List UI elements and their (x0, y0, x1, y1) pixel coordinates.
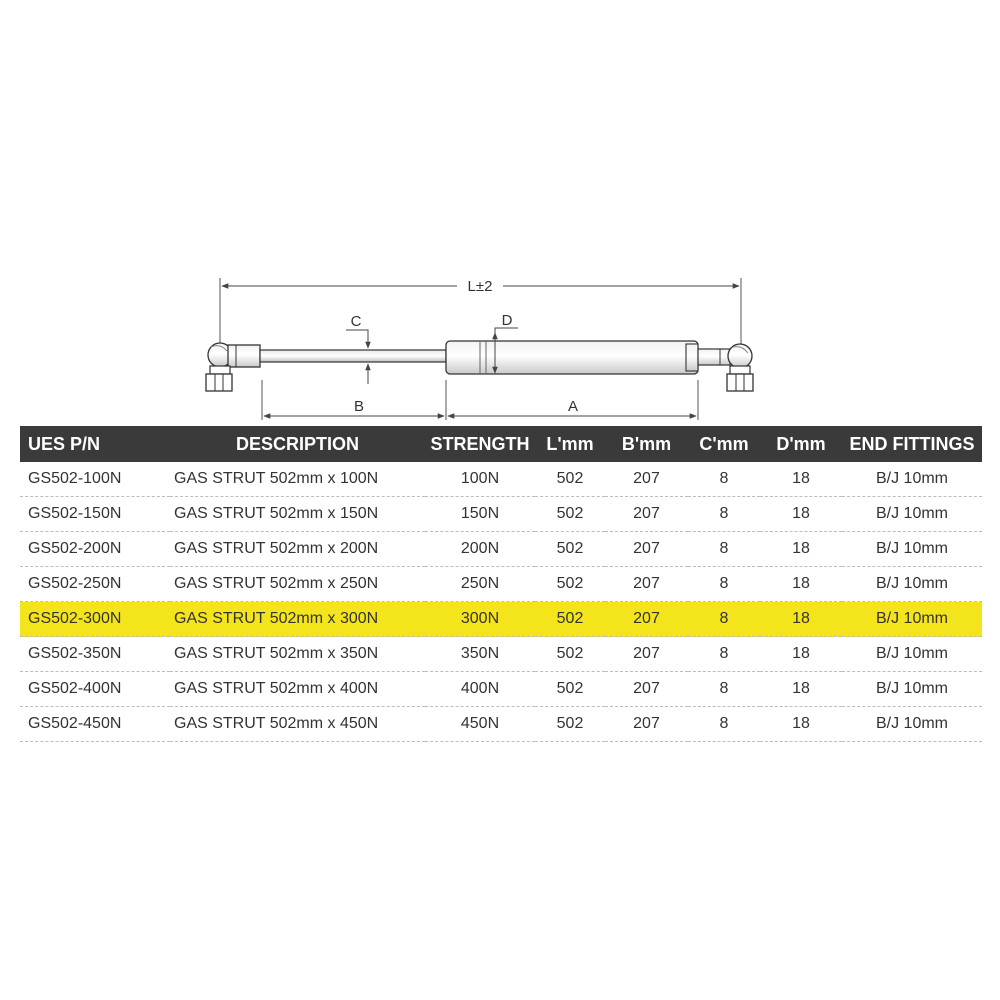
cell-description: GAS STRUT 502mm x 400N (170, 672, 425, 707)
cell-c-mm: 8 (688, 707, 760, 742)
cell-b-mm: 207 (605, 602, 688, 637)
cell-part-number: GS502-200N (20, 532, 170, 567)
cell-c-mm: 8 (688, 637, 760, 672)
cell-c-mm: 8 (688, 672, 760, 707)
header-strength: STRENGTH (430, 433, 530, 454)
header-description: DESCRIPTION (235, 433, 359, 454)
dimension-c (346, 313, 368, 384)
cell-strength: 300N (425, 602, 535, 637)
cell-end-fittings: B/J 10mm (842, 602, 982, 637)
cell-end-fittings: B/J 10mm (842, 462, 982, 497)
cell-strength: 100N (425, 462, 535, 497)
cell-part-number: GS502-300N (20, 602, 170, 637)
cell-d-mm: 18 (760, 567, 842, 602)
cell-c-mm: 8 (688, 497, 760, 532)
gas-strut-diagram (0, 0, 1000, 430)
dimension-b-label: B (353, 398, 365, 415)
cell-part-number: GS502-100N (20, 462, 170, 497)
cell-strength: 250N (425, 567, 535, 602)
table-row (20, 567, 982, 602)
dimension-l-label: L±2 (467, 278, 493, 295)
dimension-a-label: A (567, 398, 579, 415)
cell-description: GAS STRUT 502mm x 200N (170, 532, 425, 567)
cell-d-mm: 18 (760, 602, 842, 637)
cell-end-fittings: B/J 10mm (842, 672, 982, 707)
cell-end-fittings: B/J 10mm (842, 567, 982, 602)
cell-l-mm: 502 (535, 672, 605, 707)
cell-end-fittings: B/J 10mm (842, 497, 982, 532)
piston-rod (260, 350, 446, 362)
cell-l-mm: 502 (535, 637, 605, 672)
cell-l-mm: 502 (535, 532, 605, 567)
header-c-mm: C'mm (699, 433, 749, 454)
table-row (20, 497, 982, 532)
cell-b-mm: 207 (605, 462, 688, 497)
dimension-d-label: D (501, 312, 513, 329)
dimension-c-label: C (350, 313, 362, 330)
cell-b-mm: 207 (605, 497, 688, 532)
cell-end-fittings: B/J 10mm (842, 707, 982, 742)
header-b-mm: B'mm (621, 433, 672, 454)
cell-d-mm: 18 (760, 462, 842, 497)
cell-b-mm: 207 (605, 532, 688, 567)
dimension-b (262, 380, 446, 420)
cell-c-mm: 8 (688, 567, 760, 602)
cell-strength: 400N (425, 672, 535, 707)
cell-strength: 150N (425, 497, 535, 532)
cell-description: GAS STRUT 502mm x 150N (170, 497, 425, 532)
cell-c-mm: 8 (688, 602, 760, 637)
table-row (20, 602, 982, 637)
right-end-fitting (698, 344, 753, 391)
table-header-row (20, 426, 982, 462)
cell-c-mm: 8 (688, 532, 760, 567)
cell-l-mm: 502 (535, 462, 605, 497)
cell-d-mm: 18 (760, 497, 842, 532)
table-row (20, 672, 982, 707)
left-end-fitting (206, 343, 260, 391)
cell-d-mm: 18 (760, 532, 842, 567)
cell-l-mm: 502 (535, 567, 605, 602)
specification-table-container (20, 426, 982, 742)
cell-l-mm: 502 (535, 497, 605, 532)
cell-d-mm: 18 (760, 672, 842, 707)
dimension-l (220, 278, 741, 345)
cell-part-number: GS502-400N (20, 672, 170, 707)
cell-b-mm: 207 (605, 637, 688, 672)
cell-end-fittings: B/J 10mm (842, 637, 982, 672)
cell-description: GAS STRUT 502mm x 250N (170, 567, 425, 602)
cell-b-mm: 207 (605, 567, 688, 602)
cell-strength: 350N (425, 637, 535, 672)
cell-part-number: GS502-450N (20, 707, 170, 742)
table-row (20, 637, 982, 672)
cell-l-mm: 502 (535, 602, 605, 637)
cell-part-number: GS502-250N (20, 567, 170, 602)
cell-part-number: GS502-350N (20, 637, 170, 672)
cell-strength: 450N (425, 707, 535, 742)
table-body (20, 462, 982, 742)
cell-description: GAS STRUT 502mm x 300N (170, 602, 425, 637)
dimension-a (448, 380, 698, 420)
table-row (20, 707, 982, 742)
header-d-mm: D'mm (776, 433, 826, 454)
cell-part-number: GS502-150N (20, 497, 170, 532)
cell-b-mm: 207 (605, 672, 688, 707)
cell-strength: 200N (425, 532, 535, 567)
cell-description: GAS STRUT 502mm x 100N (170, 462, 425, 497)
cell-c-mm: 8 (688, 462, 760, 497)
cell-b-mm: 207 (605, 707, 688, 742)
cylinder-body (446, 341, 698, 374)
table-row (20, 462, 982, 497)
header-end-fittings: END FITTINGS (849, 433, 975, 454)
cell-description: GAS STRUT 502mm x 350N (170, 637, 425, 672)
cell-description: GAS STRUT 502mm x 450N (170, 707, 425, 742)
table-row (20, 532, 982, 567)
header-l-mm: L'mm (546, 433, 594, 454)
cell-end-fittings: B/J 10mm (842, 532, 982, 567)
cell-l-mm: 502 (535, 707, 605, 742)
cell-d-mm: 18 (760, 707, 842, 742)
specification-table (20, 426, 982, 742)
cell-d-mm: 18 (760, 637, 842, 672)
header-part-number: UES P/N (28, 433, 101, 454)
